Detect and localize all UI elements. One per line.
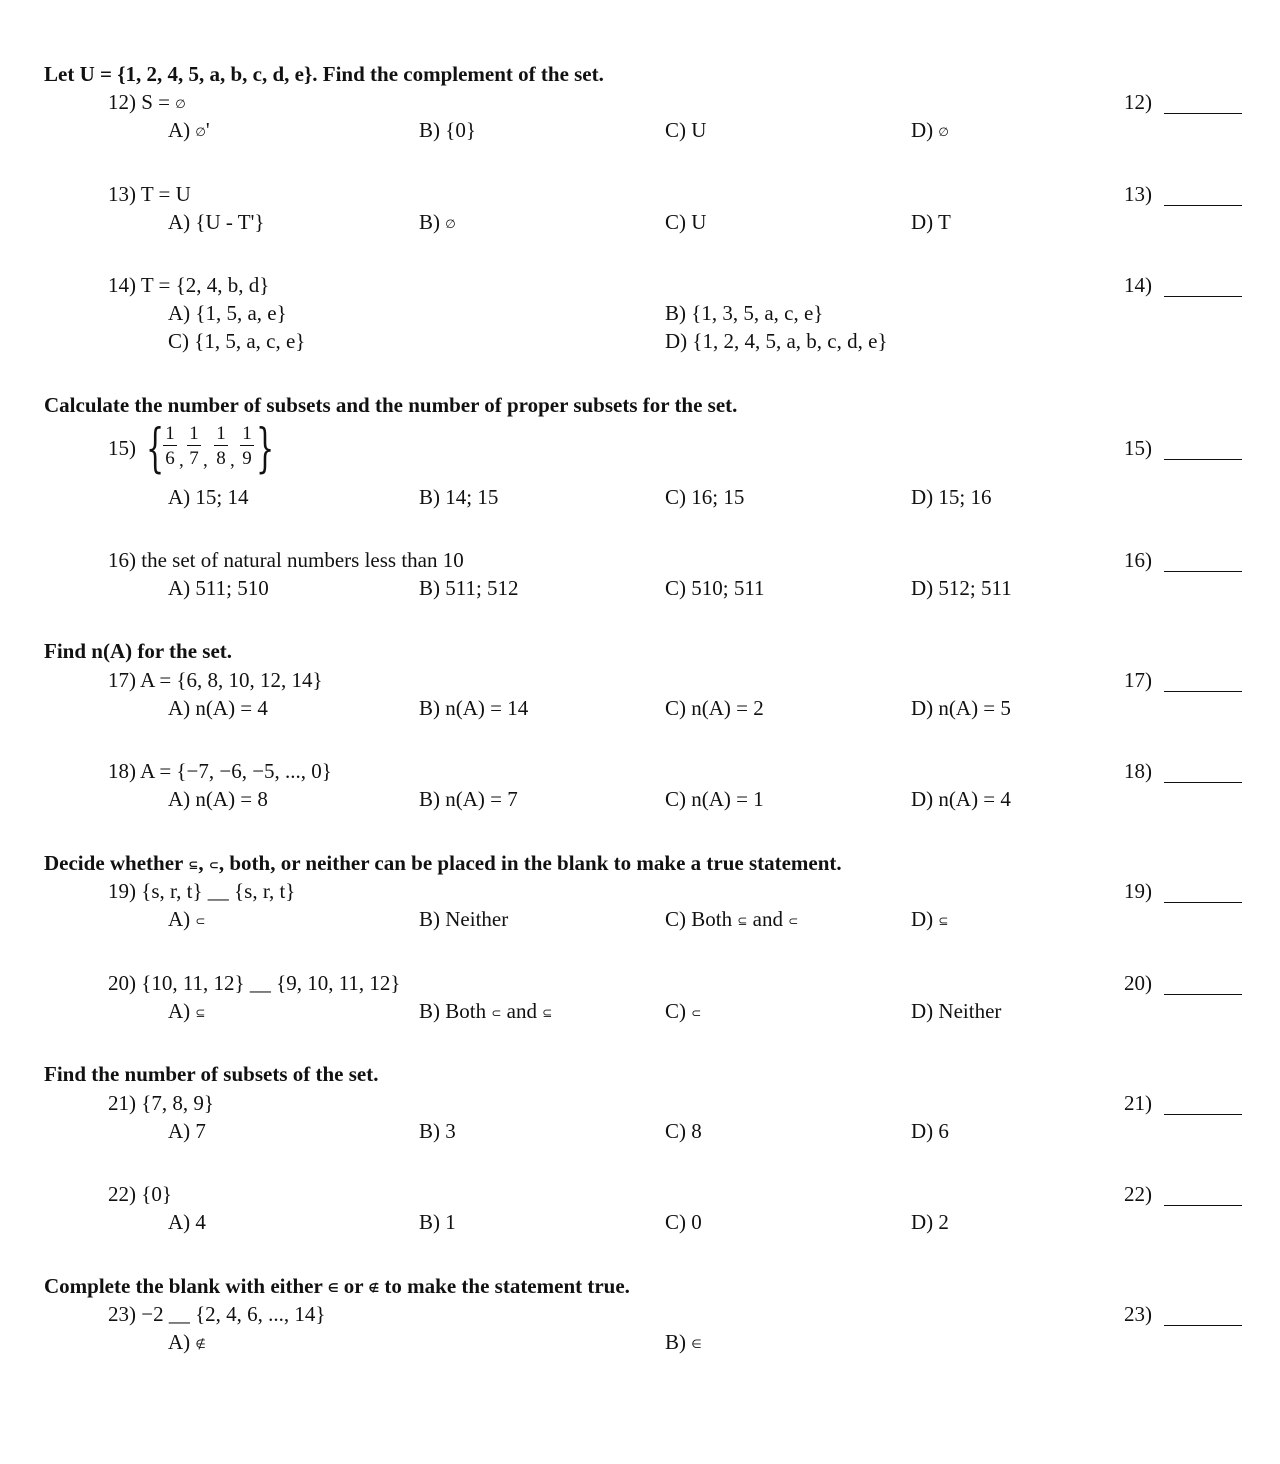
question-18-option-c: C) n(A) = 1 bbox=[665, 787, 764, 811]
answer-number-23: 23) bbox=[1124, 1302, 1152, 1326]
question-20-option-c bbox=[665, 1001, 701, 1022]
question-21-option-d: D) 6 bbox=[911, 1119, 949, 1143]
answer-blank-16[interactable] bbox=[1164, 571, 1242, 572]
denominator: 8 bbox=[216, 448, 226, 469]
option-a-label: A) bbox=[168, 907, 196, 931]
question-17-option-d: D) n(A) = 5 bbox=[911, 696, 1011, 720]
section-header-membership bbox=[44, 1276, 630, 1297]
question-13-option-c: C) U bbox=[665, 210, 707, 234]
question-16-option-d: D) 512; 511 bbox=[911, 576, 1012, 600]
question-14-stem: 14) T = {2, 4, b, d} bbox=[108, 273, 270, 297]
question-18-option-d: D) n(A) = 4 bbox=[911, 787, 1011, 811]
question-23-option-b bbox=[665, 1332, 702, 1353]
subseteq-symbol: ⊆ bbox=[188, 858, 199, 872]
not-element-of-symbol: ∉ bbox=[368, 1281, 380, 1295]
answer-number-20: 20) bbox=[1124, 971, 1152, 995]
numerator: 1 bbox=[242, 423, 252, 444]
answer-number-13: 13) bbox=[1124, 182, 1152, 206]
question-13-option-a: A) {U - T'} bbox=[168, 210, 265, 234]
denominator: 9 bbox=[242, 448, 252, 469]
question-12-option-a bbox=[168, 120, 210, 141]
question-23-stem: 23) −2 __ {2, 4, 6, ..., 14} bbox=[108, 1302, 326, 1326]
header-text: Complete the blank with either bbox=[44, 1274, 328, 1298]
prime-mark: ' bbox=[205, 118, 210, 142]
option-b-label: B) Both bbox=[419, 999, 492, 1023]
empty-set-symbol: ∅ bbox=[195, 125, 206, 139]
question-16-option-a: A) 511; 510 bbox=[168, 576, 269, 600]
question-18-option-b: B) n(A) = 7 bbox=[419, 787, 518, 811]
question-12-option-b: B) {0} bbox=[419, 118, 476, 142]
answer-blank-22[interactable] bbox=[1164, 1205, 1242, 1206]
question-21-option-b: B) 3 bbox=[419, 1119, 456, 1143]
question-13-option-d: D) T bbox=[911, 210, 951, 234]
answer-number-18: 18) bbox=[1124, 759, 1152, 783]
not-element-of-symbol: ∉ bbox=[195, 1337, 206, 1351]
question-12-option-d bbox=[911, 120, 949, 141]
empty-set-symbol: ∅ bbox=[175, 97, 186, 111]
option-b-and: and bbox=[501, 999, 543, 1023]
answer-blank-20[interactable] bbox=[1164, 994, 1242, 995]
answer-blank-19[interactable] bbox=[1164, 902, 1242, 903]
option-b-label: B) bbox=[665, 1330, 692, 1354]
question-15-option-d: D) 15; 16 bbox=[911, 485, 992, 509]
separator: , bbox=[203, 450, 208, 471]
header-text: to make the statement true. bbox=[379, 1274, 630, 1298]
question-12-option-c: C) U bbox=[665, 118, 707, 142]
answer-number-19: 19) bbox=[1124, 879, 1152, 903]
numerator: 1 bbox=[189, 423, 199, 444]
answer-number-22: 22) bbox=[1124, 1182, 1152, 1206]
question-12-stem bbox=[108, 92, 186, 113]
denominator: 7 bbox=[189, 448, 199, 469]
section-header-cardinality: Find n(A) for the set. bbox=[44, 639, 233, 663]
answer-blank-21[interactable] bbox=[1164, 1114, 1242, 1115]
left-brace: { bbox=[146, 419, 165, 479]
question-14-option-a: A) {1, 5, a, e} bbox=[168, 301, 287, 325]
subset-symbol: ⊂ bbox=[691, 1006, 702, 1020]
question-16-stem: 16) the set of natural numbers less than 10 bbox=[108, 548, 464, 572]
question-22-option-d: D) 2 bbox=[911, 1210, 949, 1234]
question-21-option-a: A) 7 bbox=[168, 1119, 206, 1143]
subset-symbol: ⊂ bbox=[491, 1006, 502, 1020]
subseteq-symbol: ⊆ bbox=[938, 914, 949, 928]
answer-blank-14[interactable] bbox=[1164, 296, 1242, 297]
question-22-option-c: C) 0 bbox=[665, 1210, 702, 1234]
question-20-stem: 20) {10, 11, 12} __ {9, 10, 11, 12} bbox=[108, 971, 401, 995]
denominator: 6 bbox=[165, 448, 175, 469]
question-12-label: 12) S = bbox=[108, 90, 176, 114]
question-13-option-b bbox=[419, 212, 456, 233]
section-header-count-subsets: Find the number of subsets of the set. bbox=[44, 1062, 379, 1086]
option-d-label: D) bbox=[911, 118, 939, 142]
question-13-stem: 13) T = U bbox=[108, 182, 191, 206]
separator: , bbox=[179, 450, 184, 471]
option-c-label: C) Both bbox=[665, 907, 738, 931]
question-14-option-d: D) {1, 2, 4, 5, a, b, c, d, e} bbox=[665, 329, 888, 353]
question-15-option-a: A) 15; 14 bbox=[168, 485, 249, 509]
question-19-option-b: B) Neither bbox=[419, 907, 509, 931]
question-19-option-a bbox=[168, 909, 205, 930]
answer-blank-17[interactable] bbox=[1164, 691, 1242, 692]
answer-number-14: 14) bbox=[1124, 273, 1152, 297]
right-brace: } bbox=[256, 419, 275, 479]
subset-symbol: ⊂ bbox=[195, 914, 206, 928]
question-17-option-c: C) n(A) = 2 bbox=[665, 696, 764, 720]
answer-blank-12[interactable] bbox=[1164, 113, 1242, 114]
header-text: or bbox=[338, 1274, 369, 1298]
question-20-option-b bbox=[419, 1001, 552, 1022]
answer-blank-15[interactable] bbox=[1164, 459, 1242, 460]
empty-set-symbol: ∅ bbox=[938, 125, 949, 139]
option-c-and: and bbox=[747, 907, 789, 931]
section-header-subset-symbols bbox=[44, 853, 842, 874]
subseteq-symbol: ⊆ bbox=[542, 1006, 553, 1020]
question-20-option-d: D) Neither bbox=[911, 999, 1002, 1023]
numerator: 1 bbox=[216, 423, 226, 444]
separator: , bbox=[230, 450, 235, 471]
question-19-option-d bbox=[911, 909, 948, 930]
question-21-option-c: C) 8 bbox=[665, 1119, 702, 1143]
header-text: , both, or neither can be placed in the blank to make a true statement. bbox=[218, 851, 842, 875]
question-15-set bbox=[146, 421, 276, 485]
answer-number-12: 12) bbox=[1124, 90, 1152, 114]
question-15-label: 15) bbox=[108, 436, 136, 460]
subset-symbol: ⊂ bbox=[788, 914, 799, 928]
question-14-option-b: B) {1, 3, 5, a, c, e} bbox=[665, 301, 824, 325]
question-22-option-b: B) 1 bbox=[419, 1210, 456, 1234]
question-18-option-a: A) n(A) = 8 bbox=[168, 787, 268, 811]
separator: , bbox=[198, 851, 204, 875]
answer-blank-18[interactable] bbox=[1164, 782, 1242, 783]
element-of-symbol: ∈ bbox=[691, 1337, 702, 1351]
question-16-option-b: B) 511; 512 bbox=[419, 576, 519, 600]
numerator: 1 bbox=[165, 423, 175, 444]
question-16-option-c: C) 510; 511 bbox=[665, 576, 765, 600]
option-a-label: A) bbox=[168, 118, 196, 142]
question-19-stem: 19) {s, r, t} __ {s, r, t} bbox=[108, 879, 296, 903]
element-of-symbol: ∈ bbox=[327, 1281, 339, 1295]
subset-symbol: ⊂ bbox=[208, 858, 219, 872]
question-17-option-a: A) n(A) = 4 bbox=[168, 696, 268, 720]
question-22-option-a: A) 4 bbox=[168, 1210, 206, 1234]
question-14-option-c: C) {1, 5, a, c, e} bbox=[168, 329, 306, 353]
answer-number-16: 16) bbox=[1124, 548, 1152, 572]
answer-number-21: 21) bbox=[1124, 1091, 1152, 1115]
question-22-stem: 22) {0} bbox=[108, 1182, 172, 1206]
option-d-label: D) bbox=[911, 907, 939, 931]
question-17-stem: 17) A = {6, 8, 10, 12, 14} bbox=[108, 668, 323, 692]
question-19-option-c bbox=[665, 909, 798, 930]
answer-blank-13[interactable] bbox=[1164, 205, 1242, 206]
section-header-subsets-proper: Calculate the number of subsets and the number of proper subsets for the set. bbox=[44, 393, 738, 417]
option-b-label: B) bbox=[419, 210, 446, 234]
option-a-label: A) bbox=[168, 999, 196, 1023]
question-18-stem: 18) A = {−7, −6, −5, ..., 0} bbox=[108, 759, 332, 783]
question-15-option-b: B) 14; 15 bbox=[419, 485, 499, 509]
header-text: Decide whether bbox=[44, 851, 189, 875]
answer-number-15: 15) bbox=[1124, 436, 1152, 460]
subseteq-symbol: ⊆ bbox=[195, 1006, 206, 1020]
question-20-option-a bbox=[168, 1001, 205, 1022]
option-a-label: A) bbox=[168, 1330, 196, 1354]
answer-blank-23[interactable] bbox=[1164, 1325, 1242, 1326]
option-c-label: C) bbox=[665, 999, 692, 1023]
question-15-option-c: C) 16; 15 bbox=[665, 485, 745, 509]
question-23-option-a bbox=[168, 1332, 206, 1353]
empty-set-symbol: ∅ bbox=[445, 217, 456, 231]
section-header-complement: Let U = {1, 2, 4, 5, a, b, c, d, e}. Find the complement of the set. bbox=[44, 62, 604, 86]
answer-number-17: 17) bbox=[1124, 668, 1152, 692]
question-17-option-b: B) n(A) = 14 bbox=[419, 696, 529, 720]
question-21-stem: 21) {7, 8, 9} bbox=[108, 1091, 214, 1115]
subseteq-symbol: ⊆ bbox=[737, 914, 748, 928]
